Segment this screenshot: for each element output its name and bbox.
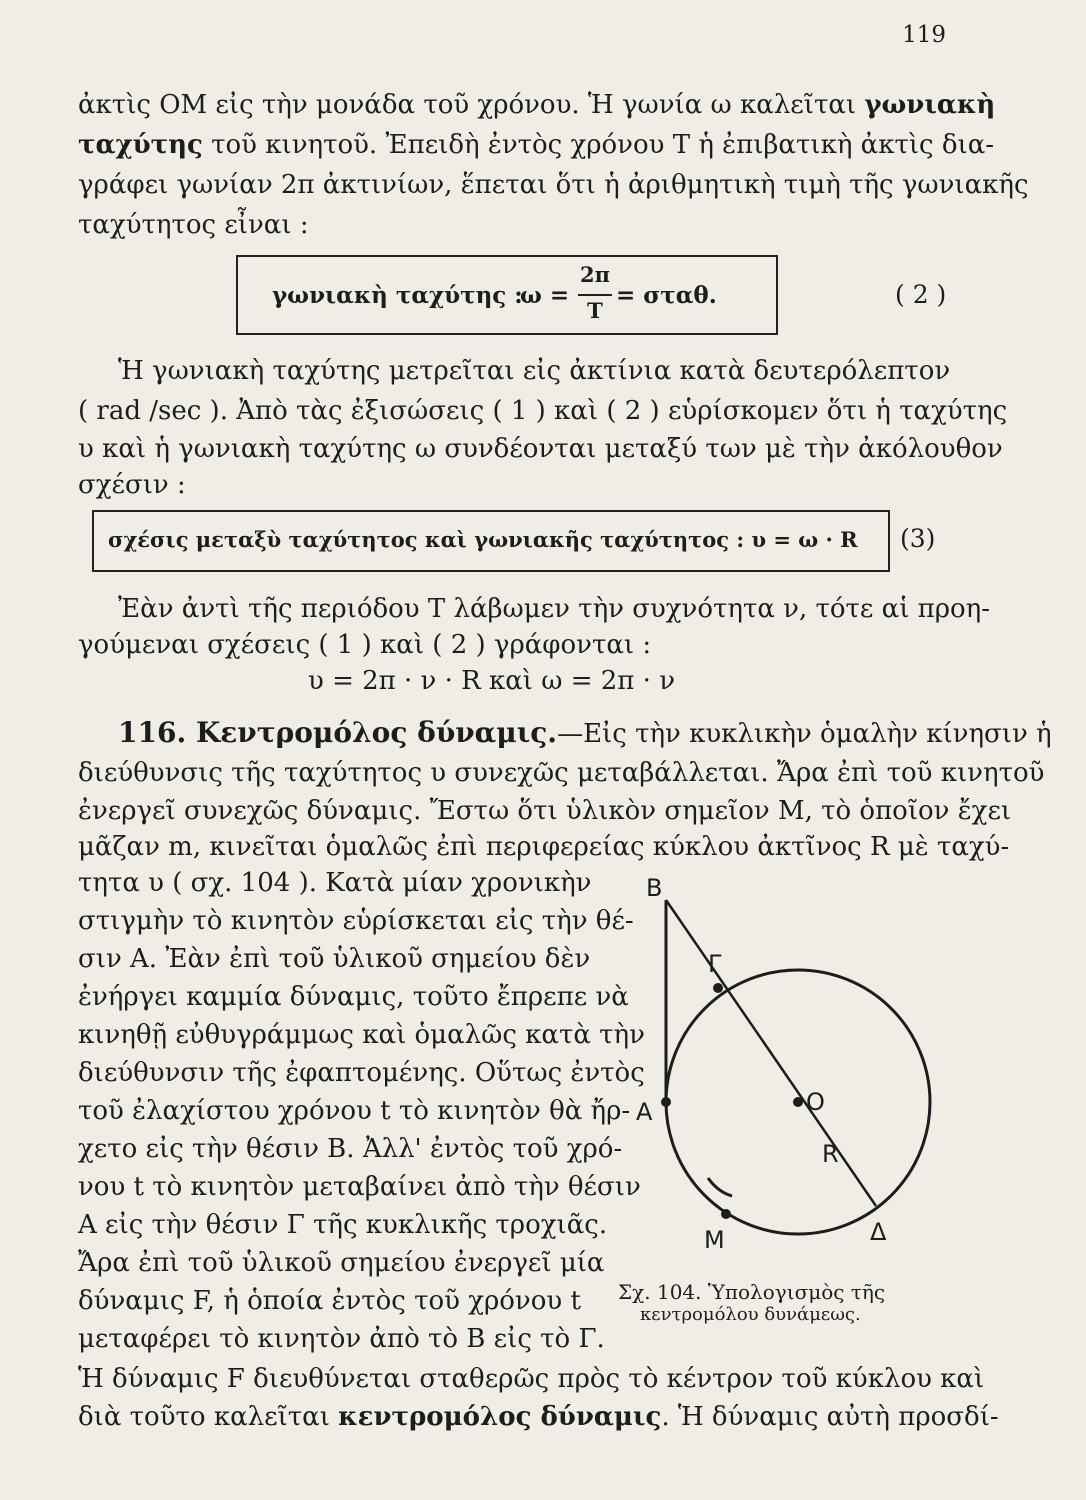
equation-rhs: = σταθ. [616,282,717,309]
label-a: A [636,1098,653,1126]
text-line: κινηθῇ εὐθυγράμμως καὶ ὁμαλῶς κατὰ τὴν [78,1020,645,1050]
point-a [661,1097,671,1107]
label-r: R [822,1140,839,1168]
equation-label: γωνιακὴ ταχύτης : [272,282,523,309]
text-line: τοῦ ἐλαχίστου χρόνου t τὸ κινητὸν θὰ ἤρ- [78,1096,631,1126]
text-line: δύναμις F, ἡ ὁποία ἐντὸς τοῦ χρόνου t [78,1286,581,1316]
bold-term: ταχύτης [78,130,203,160]
motion-arrow [708,1178,732,1196]
point-m [721,1209,731,1219]
text-line: διεύθυνσις τῆς ταχύτητος υ συνεχῶς μεταβάλλεται. Ἄρα ἐπὶ τοῦ κινητοῦ [78,758,1045,788]
label-delta: Δ [870,1218,887,1246]
label-m: M [704,1226,725,1254]
text-line [78,88,995,122]
text-line: νου t τὸ κινητὸν μεταβαίνει ἀπὸ τὴν θέσιν [78,1172,641,1202]
figure-caption-line1: Σχ. 104. Ὑπολογισμὸς τῆς [618,1280,886,1304]
section-heading-line [118,716,1052,751]
formula-line: υ = 2π · ν · R καὶ ω = 2π · ν [308,666,675,696]
text-line: στιγμὴν τὸ κινητὸν εὑρίσκεται εἰς τὴν θέ- [78,906,634,936]
text-line: Ἡ δύναμις F διευθύνεται σταθερῶς πρὸς τὸ κέντρον τοῦ κύκλου καὶ [78,1364,985,1394]
text-line: γούμεναι σχέσεις ( 1 ) καὶ ( 2 ) γράφονται : [78,630,652,660]
text-line: σιν A. Ἐὰν ἐπὶ τοῦ ὑλικοῦ σημείου δὲν [78,944,591,974]
text-line: μεταφέρει τὸ κινητὸν ἀπὸ τὸ B εἰς τὸ Γ. [78,1324,605,1354]
text-span: τοῦ κινητοῦ. Ἐπειδὴ ἐντὸς χρόνου T ἡ ἐπιβατικὴ ἀκτὶς δια- [202,130,995,160]
text-line [78,1400,999,1434]
fraction-bar [578,294,612,296]
label-b: B [646,874,663,902]
text-line: ἐνήργει καμμία δύναμις, τοῦτο ἔπρεπε νὰ [78,982,629,1012]
text-line: χετο εἰς τὴν θέσιν B. Ἀλλ' ἐντὸς τοῦ χρό- [78,1134,623,1164]
figure-104 [600,860,940,1280]
text-line: σχέσιν : [78,470,186,500]
text-line: διεύθυνσιν τῆς ἐφαπτομένης. Οὕτως ἐντὸς [78,1058,645,1088]
text-line: Ἄρα ἐπὶ τοῦ ὑλικοῦ σημείου ἐνεργεῖ μία [78,1248,605,1278]
equation-lhs: ω = [520,282,570,309]
text-line: τητα υ ( σχ. 104 ). Κατὰ μίαν χρονικὴν [78,868,592,898]
page-number: 119 [902,22,946,48]
fraction-denominator: T [587,298,603,323]
fraction-numerator: 2π [580,262,610,287]
text-line: A εἰς τὴν θέσιν Γ τῆς κυκλικῆς τροχιᾶς. [78,1210,608,1240]
text-line [78,128,994,162]
text-line: ἐνεργεῖ συνεχῶς δύναμις. Ἔστω ὅτι ὑλικὸν σημεῖον M, τὸ ὁποῖον ἔχει [78,796,1012,826]
label-o: O [806,1088,825,1116]
equation-text: σχέσις μεταξὺ ταχύτητος καὶ γωνιακῆς ταχύτητος : υ = ω · R [108,527,858,552]
section-heading: 116. Κεντρομόλος δύναμις. [118,716,558,749]
secant-line [666,900,876,1206]
bold-term: κεντρομόλος δύναμις [338,1402,662,1432]
text-line: γράφει γωνίαν 2π ἀκτινίων, ἕπεται ὅτι ἡ ἀριθμητικὴ τιμὴ τῆς γωνιακῆς [78,170,1029,200]
text-line: υ καὶ ἡ γωνιακὴ ταχύτης ω συνδέονται μεταξύ των μὲ τὴν ἀκόλουθον [78,434,1003,464]
equation-number: (3) [900,524,936,553]
text-line: ταχύτητος εἶναι : [78,210,309,240]
point-gamma [713,983,723,993]
point-o [793,1097,803,1107]
bold-term: γωνιακὴ [864,90,996,120]
text-span: —Εἰς τὴν κυκλικὴν ὁμαλὴν κίνησιν ἡ [557,719,1052,749]
label-gamma: Γ [708,950,722,978]
text-span: ἀκτὶς OM εἰς τὴν μονάδα τοῦ χρόνου. Ἡ γωνία ω καλεῖται [78,90,857,120]
text-span: . Ἡ δύναμις αὐτὴ προσδί- [661,1402,999,1432]
text-line: ( rad /sec ). Ἀπὸ τὰς ἐξισώσεις ( 1 ) καὶ ( 2 ) εὑρίσκομεν ὅτι ἡ ταχύτης [78,396,1008,426]
text-line: Ἡ γωνιακὴ ταχύτης μετρεῖται εἰς ἀκτίνια κατὰ δευτερόλεπτον [118,356,951,386]
text-line: Ἐὰν ἀντὶ τῆς περιόδου T λάβωμεν τὴν συχνότητα ν, τότε αἱ προη- [118,594,991,624]
equation-number: ( 2 ) [895,280,947,309]
text-span: διὰ τοῦτο καλεῖται [78,1402,339,1432]
figure-caption-line2: κεντρομόλου δυνάμεως. [640,1304,861,1325]
text-line: μᾶζαν m, κινεῖται ὁμαλῶς ἐπὶ περιφερείας κύκλου ἀκτῖνος R μὲ ταχύ- [78,832,1010,862]
